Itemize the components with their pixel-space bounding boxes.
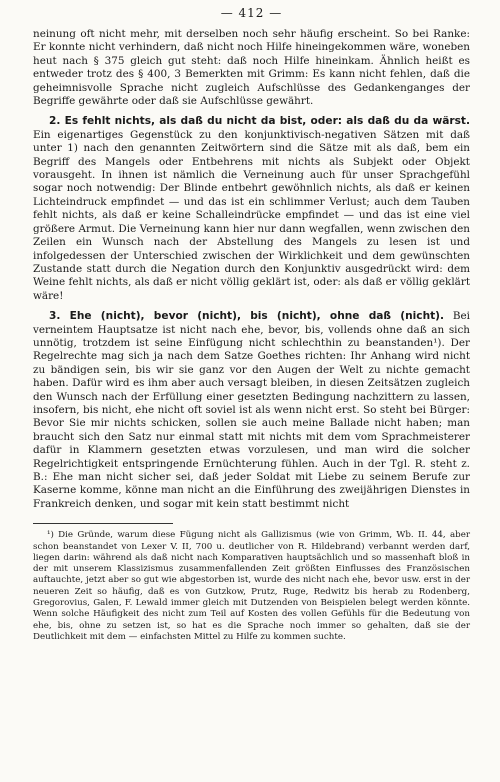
paragraph-continuation: neinung oft nicht mehr, mit derselben noch sehr häufig erscheint. So bei Ranke: Er konnte nicht verhindern, daß nicht noch Hilfe hineingekommen wäre, woneben heut nach § 375 gleich gut steht: daß noch Hilfe hineinkam. Ähnlich heißt es entweder trotz des § 400, 3 Bemerkten mit Grimm: Es kann nicht fehlen, daß die geheimnisvolle Sprache nicht zugleich Aufschlüsse des Gedankenganges der Begriffe gewährte oder daß sie Aufschlüsse gewährt. xyxy=(33,28,470,108)
section-2-text: Ein eigenartiges Gegenstück zu den konjunktivisch-negativen Sätzen mit daß unter 1) nach den genannten Zeitwörtern sind die Sätze mit als daß, bem ein Begriff des Mangels oder Entbehrens mit nichts als Subjekt oder Objekt vorausgeht. In ihnen ist nämlich die Verneinung auch für unser Sprachgefühl sogar noch notwendig: Der Blinde entbehrt gewöhnlich nichts, als daß er keinen Lichteindruck empfindet — und das ist ein schlimmer Verlust; auch dem Tauben fehlt nichts, als daß er keine Schalleindrücke empfindet — und das ist eine viel größere Armut. Die Verneinung kann hier nur dann wegfallen, wenn zwischen den Zeilen ein Wunsch nach der Abstellung des Mangels zu lesen ist und infolgedessen der Unterschied zwischen der Wirklichkeit und dem gewünschten Zustande statt durch die Negation durch den Konjunktiv ausgedrückt wird: dem Weine fehlt nichts, als daß er nicht völlig geklärt ist, oder: als daß er völlig geklärt wäre! xyxy=(33,128,470,302)
page-number: — 412 — xyxy=(220,6,283,20)
section-3-text: Bei verneintem Hauptsatze ist nicht nach ehe, bevor, bis, vollends ohne daß an sich unnötig, trotzdem ist seine Einfügung nicht schlechthin zu beanstanden¹). Der Regelrechte mag sich ja nach dem Satze Goethes richten: Ihr Anhang wird nicht zu bändigen sein, bis wir sie ganz vor den Augen der Welt zu nichte gemacht haben. Dafür wird es ihm aber auch versagt bleiben, in diesen Zeitsätzen zugleich den Wunsch nach der Erfüllung einer gesetzten Bedingung nachzittern zu lassen, insofern, bis nicht, ehe nicht oft soviel ist als wenn nicht erst. So steht bei Bürger: Bevor Sie mir nichts schicken, sollen sie auch meine Ballade nicht haben; man braucht sich den Satz nur einmal statt mit nichts mit dem vom Sprachmeisterer dafür in Klammern gesetzten etwas vorzulesen, und man wird die solcher Regelrichtigkeit entspringende Ernüchterung fühlen. Auch in der Tgl. R. steht z. B.: Ehe man nicht sicher sei, daß jeder Soldat mit Liebe zu seinem Berufe zur Kaserne komme, könne man nicht an die Einführung des zweijährigen Dienstes in Frankreich denken, und sogar mit kein statt bestimmt nicht xyxy=(33,310,470,510)
section-3-heading: 3. Ehe (nicht), bevor (nicht), bis (nicht), ohne daß (nicht). xyxy=(49,310,445,323)
footnote: ¹) Die Gründe, warum diese Fügung nicht als Gallizismus (wie von Grimm, Wb. II. 44, aber schon beanstandet von Lexer V. II, 700 u. deutlicher von R. Hildebrand) verbannt werden darf, liegen darin: während als daß nicht nach Komparativen hauptsächlich und so massenhaft bloß in der mit unserem Klassizismus zusammenfallenden Zeit größten Einflusses des Französischen auftauchte, jetzt aber so gut wie abgestorben ist, wurde des nicht nach ehe, bevor usw. erst in der neueren Zeit so häufig, daß es von Gutzkow, Prutz, Ruge, Redwitz bis herab zu Rodenberg, Gregorovius, Galen, F. Lewald immer gleich mit Dutzenden von Beispielen belegt werden könnte. Wenn solche Häufigkeit des nicht zum Teil auf Kosten des vollen Gefühls für die Bedeutung von ehe, bis, ohne zu setzen ist, so hat es die Sprache noch immer so gehalten, daß sie der Deutlichkeit mit dem — einfachsten Mittel zu Hilfe zu kommen suchte. xyxy=(33,530,470,642)
section-2 xyxy=(33,115,470,303)
main-text xyxy=(33,28,470,511)
section-3 xyxy=(33,310,470,511)
section-2-heading: 2. Es fehlt nichts, als daß du nicht da bist, oder: als daß du da wärst. xyxy=(49,115,470,128)
footnote-divider xyxy=(33,523,173,524)
